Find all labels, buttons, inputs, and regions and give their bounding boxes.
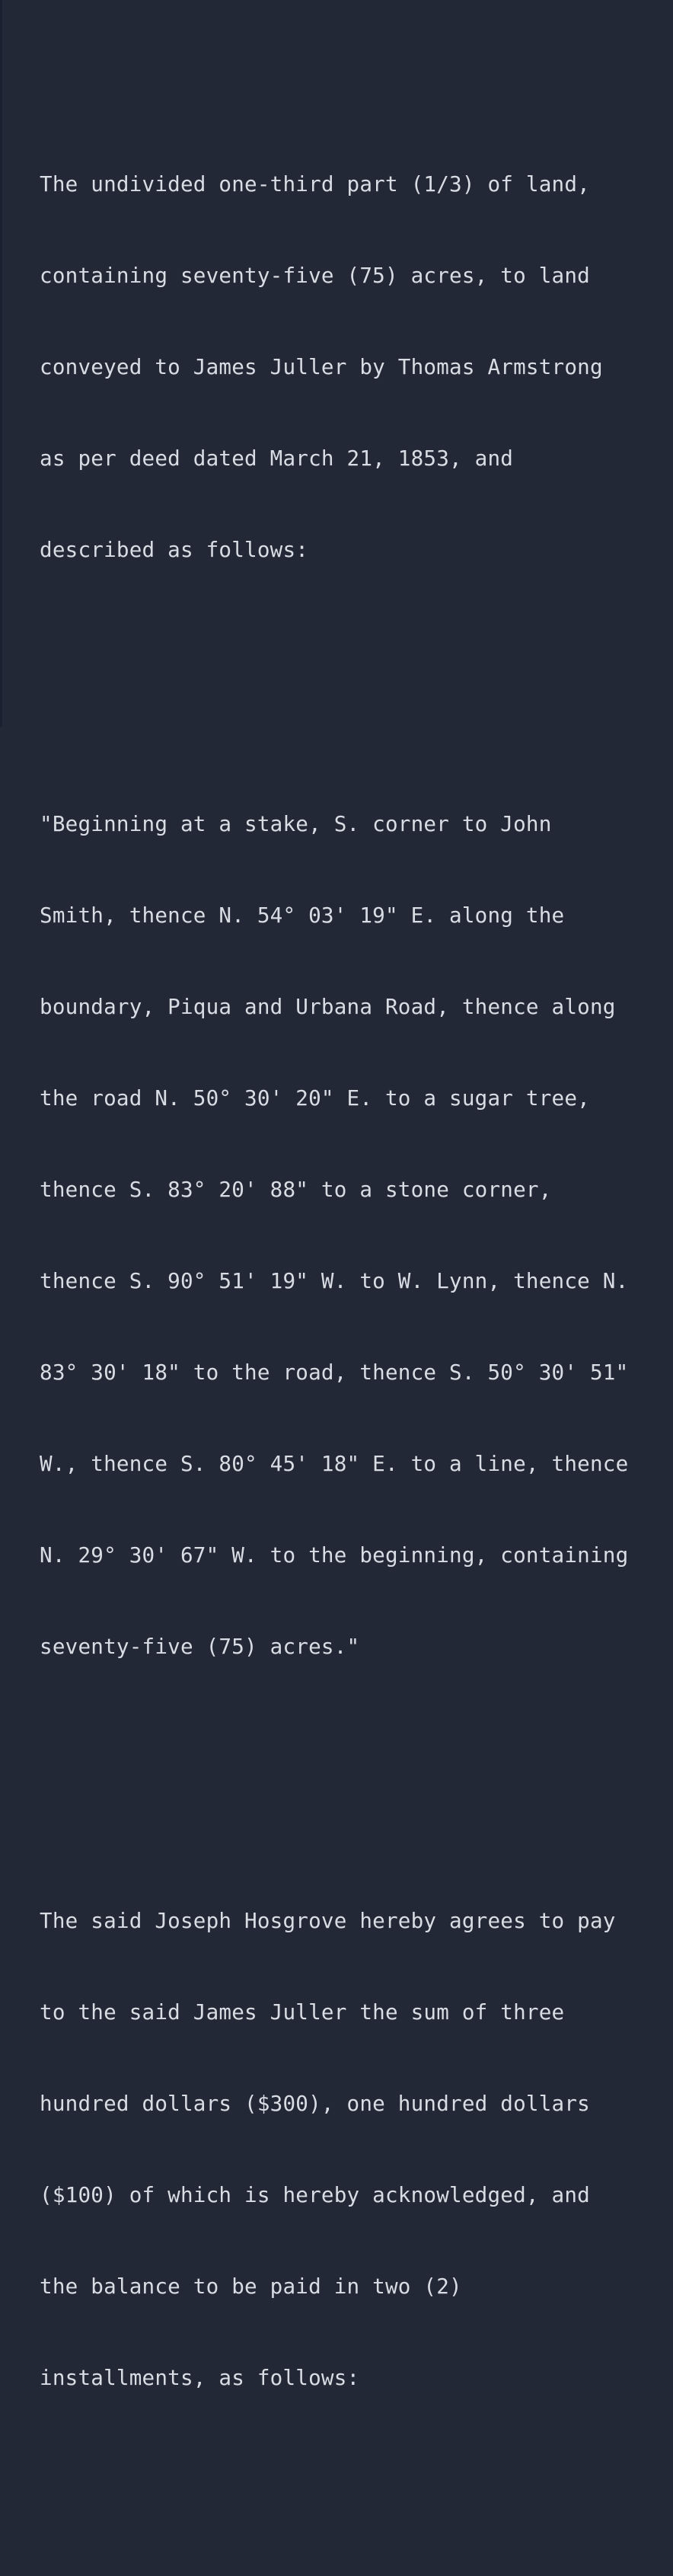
text-line: containing seventy-five (75) acres, to land: [40, 263, 590, 288]
document-body: [40, 17, 664, 2576]
text-line: ($100) of which is hereby acknowledged, and: [40, 2182, 590, 2207]
text-line: to the said James Juller the sum of three: [40, 1999, 565, 2025]
text-line: described as follows:: [40, 537, 309, 562]
text-line: "Beginning at a stake, S. corner to John: [40, 811, 552, 836]
text-line: the road N. 50° 30' 20" E. to a sugar tree,: [40, 1085, 590, 1111]
paragraph-payment-terms: [40, 1845, 664, 2454]
text-line: the balance to be paid in two (2): [40, 2274, 462, 2299]
text-line: thence S. 90° 51' 19" W. to W. Lynn, thence N.: [40, 1268, 629, 1293]
text-line: as per deed dated March 21, 1853, and: [40, 446, 514, 471]
text-line: boundary, Piqua and Urbana Road, thence along: [40, 994, 616, 1019]
text-line: thence S. 83° 20' 88" to a stone corner,: [40, 1177, 552, 1202]
text-line: N. 29° 30' 67" W. to the beginning, containing: [40, 1542, 629, 1568]
text-line: hundred dollars ($300), one hundred dollars: [40, 2091, 590, 2116]
text-line: The said Joseph Hosgrove hereby agrees to pay: [40, 1908, 616, 1933]
text-line: 83° 30' 18" to the road, thence S. 50° 30' 51": [40, 1360, 629, 1385]
text-line: Smith, thence N. 54° 03' 19" E. along the: [40, 903, 565, 928]
text-line: conveyed to James Juller by Thomas Armstrong: [40, 354, 603, 379]
text-line: installments, as follows:: [40, 2365, 360, 2390]
paragraph-land-description: [40, 108, 664, 626]
text-line: seventy-five (75) acres.": [40, 1634, 360, 1659]
text-line: The undivided one-third part (1/3) of land,: [40, 171, 590, 197]
text-line: W., thence S. 80° 45' 18" E. to a line, thence: [40, 1451, 629, 1476]
paragraph-boundary-description: [40, 748, 664, 1723]
